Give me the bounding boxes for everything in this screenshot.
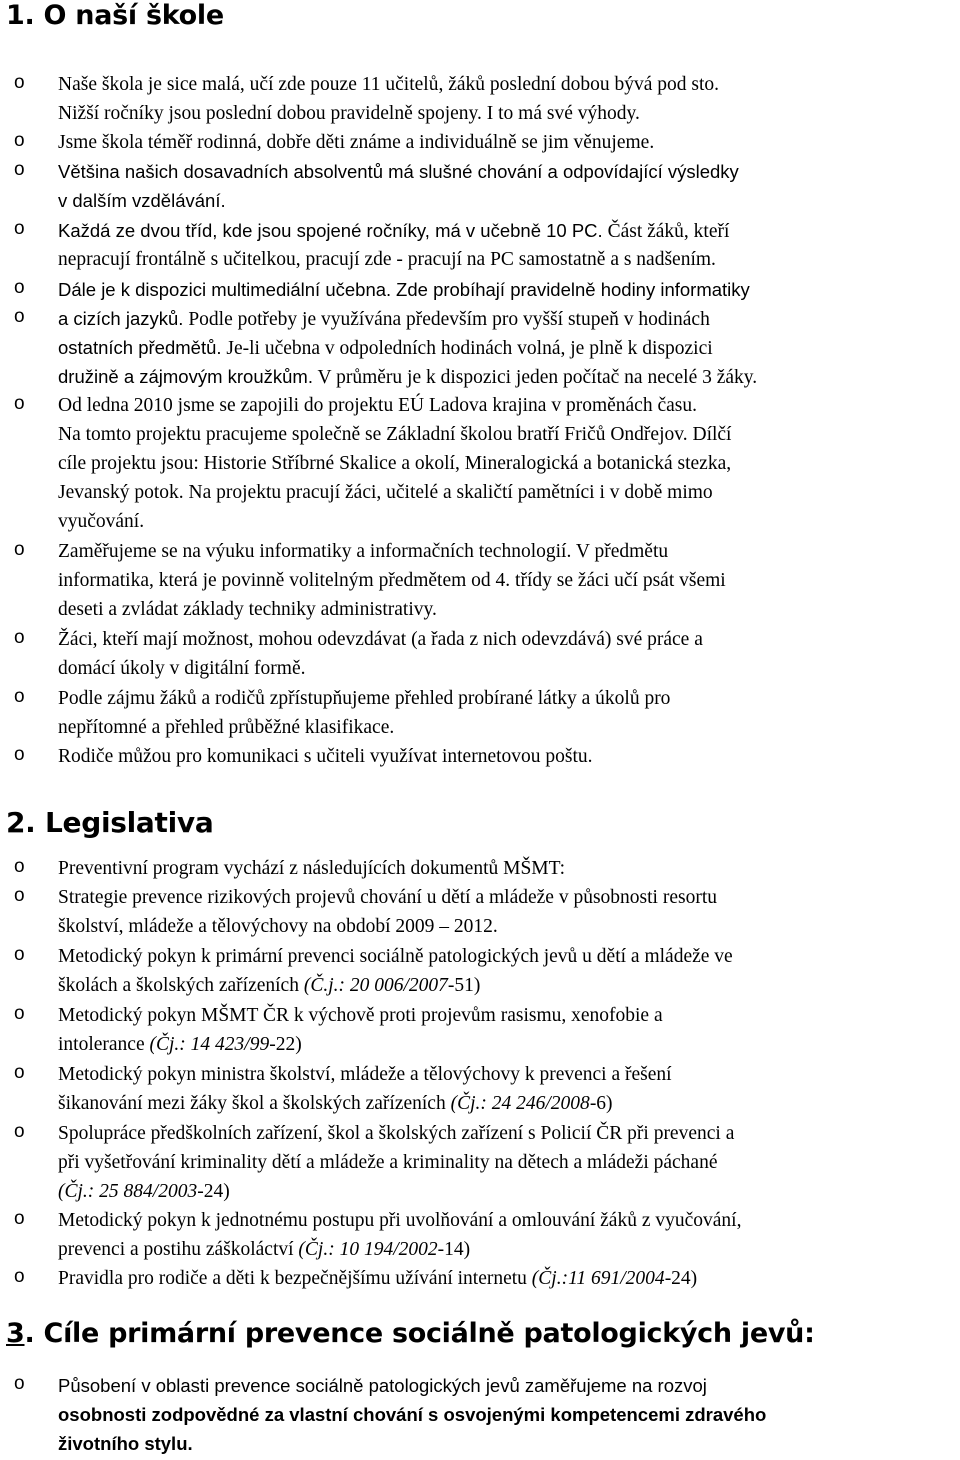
reference-number: (Čj.: 25 884/2003: [58, 1181, 198, 1202]
bullet-marker: o: [14, 306, 25, 327]
list-item-text: Zde probíhají pravidelně hodiny informatiky: [396, 279, 750, 300]
list-item-line: [58, 478, 713, 507]
list-item-line: Spolupráce předškolních zařízení, škol a školských zařízení s Policií ČR při prevenci a: [58, 1123, 735, 1144]
list-item-text: Dílčí: [692, 424, 732, 445]
list-item-line: v dalším vzdělávání.: [58, 190, 226, 211]
list-item-line: [58, 304, 710, 334]
list-item-text: -24): [197, 1181, 230, 1202]
list-item-line: osobnosti zodpovědné za vlastní chování s osvojenými kompetencemi zdravého: [58, 1404, 767, 1425]
list-item-text: Dále je k dispozici multimediální učebna.: [58, 279, 392, 300]
list-item-line: Od ledna 2010 jsme se zapojili do projektu EÚ Ladova krajina v proměnách času.: [58, 395, 697, 416]
list-item-text: školách a školských zařízeních: [58, 975, 304, 996]
reference-number: (Čj.: 14 423/99: [149, 1034, 270, 1055]
section-1-heading: 1. O naší škole: [6, 0, 224, 31]
reference-number: (Čj.: 24 246/2008: [450, 1093, 590, 1114]
list-item-line: školství, mládeže a tělovýchovy na období 2009 – 2012.: [58, 916, 498, 937]
bullet-marker: o: [14, 1208, 25, 1229]
bullet-marker: o: [14, 944, 25, 965]
section-3-heading-text: . Cíle primární prevence sociálně patologických jevů:: [24, 1318, 815, 1349]
list-item-line: Podle zájmu žáků a rodičů zpřístupňujeme přehled probírané látky a úkolů pro: [58, 688, 671, 709]
list-item-text: V předmětu: [575, 541, 669, 562]
list-item-text: Každá ze dvou tříd, kde jsou spojené ročníky, má v učebně 10 PC.: [58, 220, 603, 241]
bullet-marker: o: [14, 686, 25, 707]
list-item-line: nepřítomné a přehled průběžné klasifikace.: [58, 717, 395, 738]
section-3-heading: [6, 1318, 815, 1349]
list-item-line: při vyšetřování kriminality dětí a mládeže a kriminality na dětech a mládeži páchané: [58, 1152, 718, 1173]
list-item-line: deseti a zvládat základy techniky administrativy.: [58, 599, 437, 620]
list-item-line: Strategie prevence rizikových projevů chování u dětí a mládeže v působnosti resortu: [58, 887, 717, 908]
list-item-text: ostatních předmětů.: [58, 337, 222, 358]
list-item-line: [58, 275, 750, 305]
list-item-text: Je-li učebna v odpoledních hodinách volná, je plně k dispozici: [226, 338, 713, 359]
bullet-marker: o: [14, 72, 25, 93]
list-item-line: životního stylu.: [58, 1433, 193, 1454]
list-item-line: [58, 1089, 613, 1118]
list-item-line: Metodický pokyn k primární prevenci sociálně patologických jevů u dětí a mládeže ve: [58, 946, 733, 967]
list-item-text: V průměru je k dispozici jeden počítač na necelé 3 žáky.: [317, 367, 758, 388]
list-item-line: Nižší ročníky jsou poslední dobou pravidelně spojeny. I to má své výhody.: [58, 103, 640, 124]
list-item-line: Působení v oblasti prevence sociálně patologických jevů zaměřujeme na rozvoj: [58, 1375, 707, 1396]
bullet-marker: o: [14, 744, 25, 765]
reference-number: (Č.j.: 20 006/2007: [303, 975, 448, 996]
list-item-line: [58, 971, 480, 1000]
bullet-marker: o: [14, 218, 25, 239]
reference-number: (Čj.:11 691/2004: [531, 1268, 665, 1289]
bullet-marker: o: [14, 1373, 25, 1394]
list-item-line: [58, 1264, 697, 1293]
bullet-marker: o: [14, 627, 25, 648]
bullet-marker: o: [14, 159, 25, 180]
list-item-line: [58, 362, 757, 392]
list-item-line: vyučování.: [58, 511, 145, 532]
list-item-line: [58, 333, 713, 363]
list-item-line: nepracují frontálně s učitelkou, pracují zde - pracují na PC samostatně a s nadšením.: [58, 249, 716, 270]
list-item-text: Podle potřeby je využívána především pro vyšší stupeň v hodinách: [188, 309, 710, 330]
list-item-text: a cizích jazyků.: [58, 308, 184, 329]
bullet-marker: o: [14, 1003, 25, 1024]
list-item-line: Žáci, kteří mají možnost, mohou odevzdávat (a řada z nich odevzdává) své práce a: [58, 629, 703, 650]
reference-number: (Čj.: 10 194/2002: [298, 1239, 438, 1260]
list-item-line: Metodický pokyn ministra školství, mládeže a tělovýchovy k prevenci a řešení: [58, 1064, 672, 1085]
section-3-heading-number: 3: [6, 1318, 25, 1349]
bullet-marker: o: [14, 1062, 25, 1083]
list-item-line: [58, 1235, 470, 1264]
list-item-line: [58, 537, 668, 566]
list-item-line: informatika, která je povinně volitelným předmětem od 4. třídy se žáci učí psát všemi: [58, 570, 726, 591]
bullet-marker: o: [14, 1266, 25, 1287]
list-item-line: [58, 1177, 230, 1206]
bullet-marker: o: [14, 130, 25, 151]
bullet-marker: o: [14, 539, 25, 560]
bullet-marker: o: [14, 856, 25, 877]
list-item-text: Zaměřujeme se na výuku informatiky a informačních technologií.: [58, 541, 572, 562]
list-item-text: prevenci a postihu záškoláctví: [58, 1239, 299, 1260]
bullet-marker: o: [14, 393, 25, 414]
list-item-line: Rodiče můžou pro komunikaci s učiteli využívat internetovou poštu.: [58, 746, 593, 767]
list-item-line: Metodický pokyn MŠMT ČR k výchově proti projevům rasismu, xenofobie a: [58, 1005, 663, 1026]
list-item-text: družině a zájmovým kroužkům.: [58, 366, 313, 387]
list-item-line: [58, 216, 729, 246]
list-item-text: -22): [269, 1034, 302, 1055]
list-item-text: -51): [447, 975, 481, 996]
list-item-text: Jevanský potok.: [58, 482, 184, 503]
list-item-line: Naše škola je sice malá, učí zde pouze 11 učitelů, žáků poslední dobou bývá pod sto.: [58, 74, 720, 95]
list-item-text: Na tomto projektu pracujeme společně se Základní školou bratří Fričů Ondřejov.: [58, 424, 688, 445]
list-item-line: [58, 420, 731, 449]
bullet-marker: o: [14, 885, 25, 906]
bullet-marker: o: [14, 1121, 25, 1142]
list-item-text: šikanování mezi žáky škol a školských zařízeních: [58, 1093, 451, 1114]
bullet-marker: o: [14, 277, 25, 298]
section-2-heading: 2. Legislativa: [6, 806, 214, 839]
list-item-line: Metodický pokyn k jednotnému postupu při uvolňování a omlouvání žáků z vyučování,: [58, 1210, 742, 1231]
list-item-line: cíle projektu jsou: Historie Stříbrné Skalice a okolí, Mineralogická a botanická stezka,: [58, 453, 732, 474]
list-item-line: Většina našich dosavadních absolventů má slušné chování a odpovídající výsledky: [58, 161, 739, 182]
list-item-text: intolerance: [58, 1034, 150, 1055]
list-item-text: -6): [589, 1093, 613, 1114]
list-item-text: -24): [664, 1268, 698, 1289]
list-item-line: Preventivní program vychází z následujících dokumentů MŠMT:: [58, 858, 565, 879]
list-item-text: Pravidla pro rodiče a děti k bezpečnějšímu užívání internetu: [58, 1268, 532, 1289]
list-item-text: -14): [437, 1239, 471, 1260]
list-item-line: domácí úkoly v digitální formě.: [58, 658, 306, 679]
list-item-line: Jsme škola téměř rodinná, dobře děti známe a individuálně se jim věnujeme.: [58, 132, 655, 153]
list-item-line: [58, 1030, 302, 1059]
list-item-text: Část žáků, kteří: [607, 221, 730, 242]
list-item-text: Na projektu pracují žáci, učitelé a skaličtí pamětníci i v době mimo: [188, 482, 713, 503]
